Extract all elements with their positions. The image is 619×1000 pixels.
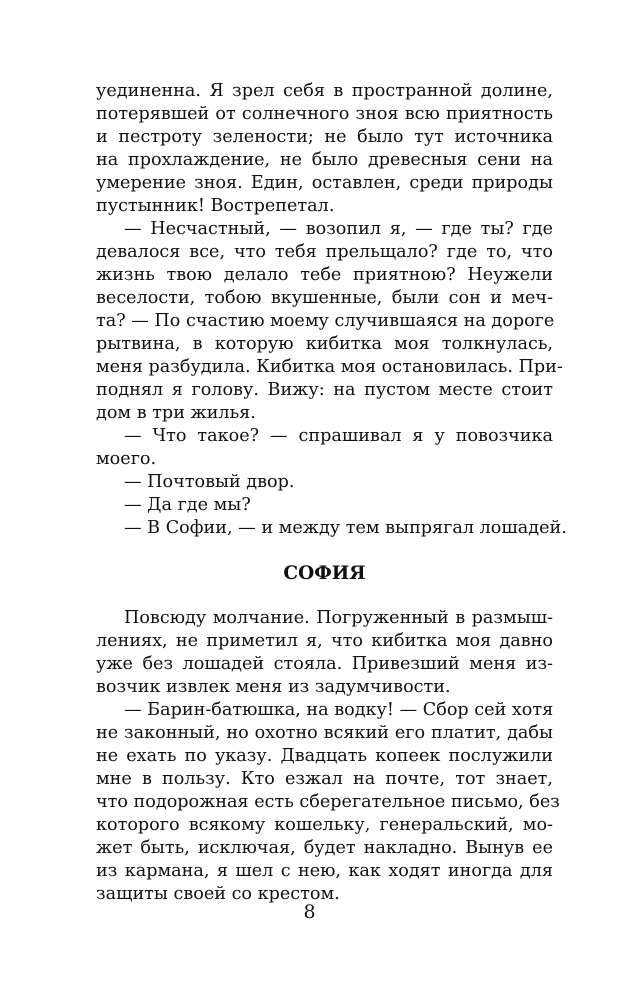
text-line: — Барин-батюшка, на водку! — Сбор сей хотя (124, 700, 554, 720)
text-line: — Почтовый двор. (124, 472, 295, 492)
text-line: — Да где мы? (124, 495, 251, 515)
text-line: поднял я голову. Вижу: на пустом месте стоит (96, 380, 553, 400)
text-line: и пестроту зелености; не было тут источника (96, 127, 553, 147)
text-line: — Несчастный, — возопил я, — где ты? где (124, 219, 553, 239)
text-line: лениях, не приметил я, что кибитка моя давно (96, 631, 553, 651)
text-line: на прохлаждение, не было древесныя сени на (96, 150, 553, 170)
text-line: — В Софии, — и между тем выпрягал лошадей. (124, 518, 567, 538)
text-line: не законный, но охотно всякий его платит, дабы (96, 723, 553, 743)
text-line: уединенна. Я зрел себя в пространной долине, (96, 81, 553, 101)
text-line: рытвина, в которую кибитка моя толкнулась, (96, 334, 553, 354)
page-body (96, 80, 567, 906)
text-line: из кармана, я шел с нею, как ходят иногда для (96, 861, 553, 881)
text-line: которого всякому кошельку, генеральский, мо- (96, 815, 553, 835)
text-line: жизнь твою делало тебе приятною? Неужели (96, 265, 553, 285)
text-line: мне в пользу. Кто езжал на почте, тот знает, (96, 769, 553, 789)
text-line: не ехать по указу. Двадцать копеек послужили (96, 746, 553, 766)
text-line: меня разбудила. Кибитка моя остановилась. При- (96, 357, 563, 377)
text-line: пустынник! Вострепетал. (96, 196, 335, 216)
text-line: веселости, тобою вкушенные, были сон и меч- (96, 288, 553, 308)
text-line: моего. (96, 449, 157, 469)
text-line: возчик извлек меня из задумчивости. (96, 677, 451, 697)
text-line: защиты своей со крестом. (96, 884, 340, 904)
text-block-after-heading (96, 607, 560, 906)
text-line: потерявшей от солнечного зноя всю приятность (96, 104, 553, 124)
text-block-before-heading (96, 80, 567, 540)
text-line: жет быть, исключая, будет накладно. Вынув ее (96, 838, 553, 858)
text-line: — Что такое? — спрашивал я у повозчика (124, 426, 553, 446)
text-line: девалося все, что тебя прельщало? где то, что (96, 242, 553, 262)
text-line: та? — По счастию моему случившаяся на дороге (96, 311, 555, 331)
text-line: умерение зноя. Един, оставлен, среди природы (96, 173, 553, 193)
text-line: Повсюду молчание. Погруженный в размыш- (124, 608, 553, 628)
text-line: дом в три жилья. (96, 403, 256, 423)
page-number: 8 (303, 901, 316, 923)
chapter-heading: СОФИЯ (283, 563, 366, 584)
text-line: уже без лошадей стояла. Привезший меня из- (96, 654, 553, 674)
text-line: что подорожная есть сберегательное письмо, без (96, 792, 560, 812)
